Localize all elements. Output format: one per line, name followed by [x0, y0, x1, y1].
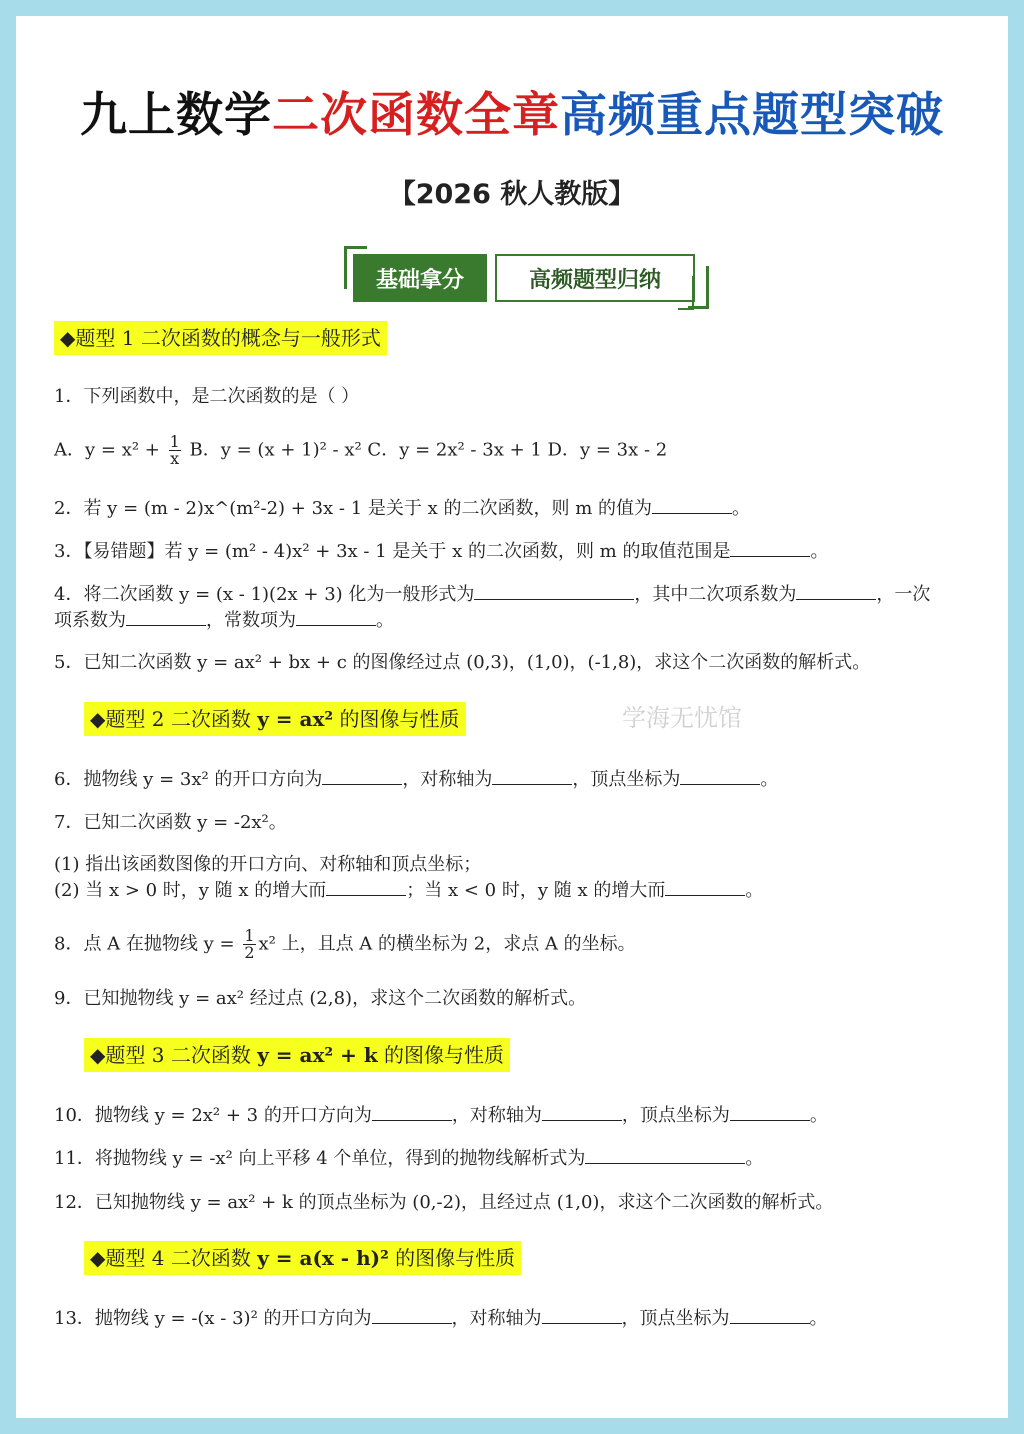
section-suffix: 的图像与性质 — [388, 1246, 516, 1270]
options-rest: B．y = (x + 1)² - x² C．y = 2x² - 3x + 1 D．y = 3x - 2 — [183, 439, 668, 461]
question-text: ，对称轴为 — [451, 1308, 542, 1329]
badge-group — [338, 236, 738, 316]
question-text: ；当 x < 0 时，y 随 x 的增大而 — [406, 880, 666, 901]
section-label: ◆题型 3 二次函数 — [90, 1043, 258, 1067]
section-label: ◆题型 1 二次函数的概念与一般形式 — [60, 326, 381, 350]
badge-question-types: 高频题型归纳 — [495, 254, 695, 302]
question-text: 9．已知抛物线 y = ax² 经过点 (2,8)，求这个二次函数的解析式。 — [54, 988, 587, 1009]
question-text: ，顶点坐标为 — [621, 1105, 730, 1126]
section-heading-type-4 — [84, 1241, 521, 1275]
question-1 — [54, 384, 974, 410]
badge-corner-decoration — [688, 266, 709, 309]
bottom-border — [0, 1418, 1024, 1434]
question-text: (1) 指出该函数图像的开口方向、对称轴和顶点坐标； — [54, 854, 482, 875]
answer-blank[interactable] — [474, 583, 634, 600]
section-label: ◆题型 2 二次函数 — [90, 707, 258, 731]
question-text: 2．若 y = (m - 2)x^(m²-2) + 3x - 1 是关于 x 的二次函数，则 m 的值为 — [54, 498, 652, 519]
section-formula: y = ax² — [257, 707, 334, 731]
answer-blank[interactable] — [372, 1104, 452, 1121]
title-part-focus: 高频重点题型突破 — [560, 88, 944, 143]
question-text: 1．下列函数中，是二次函数的是（ ） — [54, 386, 360, 407]
option-a-prefix: A．y = x² + — [54, 439, 166, 461]
fraction — [169, 434, 181, 467]
period: 。 — [745, 880, 764, 901]
answer-blank[interactable] — [492, 768, 572, 785]
section-suffix: 的图像与性质 — [377, 1043, 505, 1067]
question-text: 11．将抛物线 y = -x² 向上平移 4 个单位，得到的抛物线解析式为 — [54, 1148, 586, 1169]
answer-blank[interactable] — [372, 1307, 452, 1324]
question-text: ，一次 — [876, 584, 931, 605]
period: 。 — [760, 769, 779, 790]
question-10 — [54, 1103, 974, 1129]
question-text: 8．点 A 在抛物线 y = — [54, 933, 241, 955]
question-13 — [54, 1306, 974, 1332]
answer-blank[interactable] — [730, 540, 810, 557]
question-2 — [54, 496, 974, 522]
section-suffix: 的图像与性质 — [333, 707, 460, 731]
answer-blank[interactable] — [652, 497, 732, 514]
answer-blank[interactable] — [665, 879, 745, 896]
question-text: 4．将二次函数 y = (x - 1)(2x + 3) 化为一般形式为 — [54, 584, 475, 605]
question-5 — [54, 650, 974, 676]
fraction-numerator: 1 — [169, 432, 180, 451]
period: 。 — [809, 1308, 828, 1329]
fraction-denominator: x — [170, 449, 180, 468]
question-3 — [54, 539, 974, 565]
question-8 — [54, 928, 974, 961]
answer-blank[interactable] — [796, 583, 876, 600]
worksheet-page — [16, 16, 1008, 1418]
fraction-numerator: 1 — [244, 926, 255, 945]
question-text: 5．已知二次函数 y = ax² + bx + c 的图像经过点 (0,3)，(1,0)，(-1,8)，求这个二次函数的解析式。 — [54, 652, 871, 673]
answer-blank[interactable] — [296, 609, 376, 626]
answer-blank[interactable] — [730, 1104, 810, 1121]
question-text: 3．【易错题】若 y = (m² - 4)x² + 3x - 1 是关于 x 的二次函数，则 m 的取值范围是 — [54, 541, 731, 562]
question-text: 6．抛物线 y = 3x² 的开口方向为 — [54, 769, 323, 790]
section-heading-type-2 — [84, 702, 466, 736]
fraction — [243, 928, 255, 961]
question-text: ，其中二次项系数为 — [634, 584, 797, 605]
question-1-options — [54, 434, 974, 467]
section-formula: y = a(x - h)² — [257, 1246, 389, 1270]
answer-blank[interactable] — [730, 1307, 810, 1324]
section-label: ◆题型 4 二次函数 — [90, 1246, 258, 1270]
badge-basic-score: 基础拿分 — [353, 254, 487, 302]
period: 。 — [809, 1105, 828, 1126]
period: 。 — [376, 610, 394, 631]
period: 。 — [745, 1148, 764, 1169]
answer-blank[interactable] — [322, 768, 402, 785]
answer-blank[interactable] — [542, 1307, 622, 1324]
section-heading-type-3 — [84, 1038, 510, 1072]
question-text: 10．抛物线 y = 2x² + 3 的开口方向为 — [54, 1105, 372, 1126]
title-part-grade: 九上数学 — [80, 88, 272, 143]
question-11 — [54, 1146, 974, 1172]
answer-blank[interactable] — [126, 609, 206, 626]
question-text: ，常数项为 — [206, 610, 296, 631]
question-text: 项系数为 — [54, 610, 126, 631]
question-text: x² 上，且点 A 的横坐标为 2，求点 A 的坐标。 — [258, 933, 636, 955]
title-part-topic: 二次函数全章 — [272, 88, 560, 143]
question-4-cont — [54, 608, 974, 634]
section-formula: y = ax² + k — [257, 1043, 378, 1067]
edition-subtitle: 【2026 秋人教版】 — [388, 179, 636, 210]
question-9 — [54, 986, 974, 1012]
question-6 — [54, 767, 974, 793]
period: 。 — [810, 541, 829, 562]
fraction-denominator: 2 — [244, 943, 255, 962]
question-text: (2) 当 x > 0 时，y 随 x 的增大而 — [54, 880, 327, 901]
answer-blank[interactable] — [680, 768, 760, 785]
question-text: ，顶点坐标为 — [572, 769, 681, 790]
answer-blank[interactable] — [585, 1147, 745, 1164]
question-text: ，对称轴为 — [402, 769, 493, 790]
question-text: ，顶点坐标为 — [621, 1308, 730, 1329]
watermark-text: 学海无忧馆 — [622, 704, 742, 732]
page-title — [16, 78, 1008, 145]
question-7 — [54, 810, 974, 836]
question-7-part-2 — [54, 878, 974, 904]
answer-blank[interactable] — [542, 1104, 622, 1121]
answer-blank[interactable] — [326, 879, 406, 896]
question-4 — [54, 582, 974, 608]
period: 。 — [732, 498, 750, 519]
question-text: 12．已知抛物线 y = ax² + k 的顶点坐标为 (0,-2)，且经过点 (1,0)，求这个二次函数的解析式。 — [54, 1192, 834, 1213]
question-7-part-1 — [54, 852, 974, 878]
question-text: ，对称轴为 — [451, 1105, 542, 1126]
question-text: 13．抛物线 y = -(x - 3)² 的开口方向为 — [54, 1308, 372, 1329]
question-text: 7．已知二次函数 y = -2x²。 — [54, 812, 287, 833]
section-heading-type-1 — [54, 321, 387, 355]
question-12 — [54, 1190, 974, 1216]
